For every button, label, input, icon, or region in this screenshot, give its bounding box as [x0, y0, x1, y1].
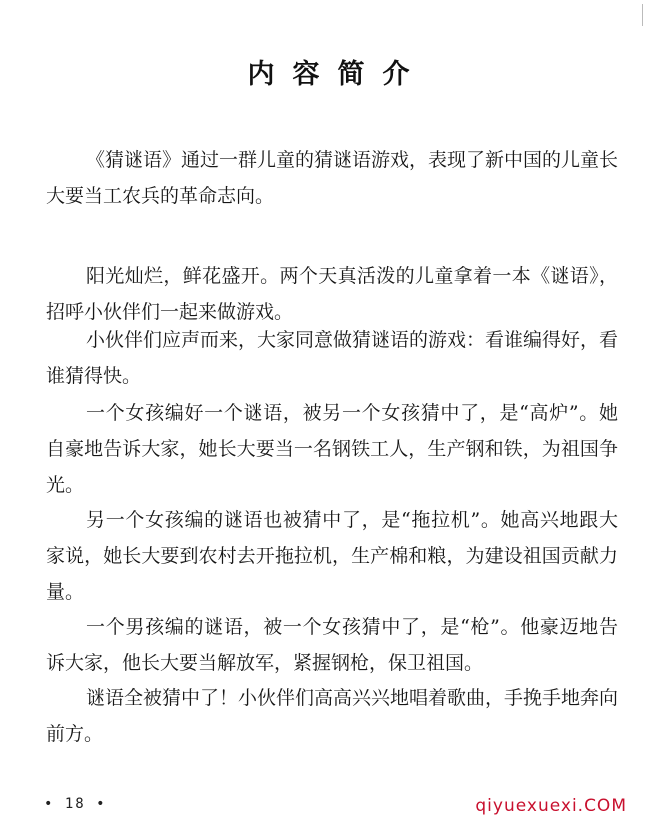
paragraph-4: 一个女孩编好一个谜语，被另一个女孩猜中了，是“高炉”。她自豪地告诉大家，她长大要当一名钢铁工人，生产钢和铁，为祖国争光。: [46, 402, 618, 496]
paragraph-2: 阳光灿烂，鲜花盛开。两个天真活泼的儿童拿着一本《谜语》，招呼小伙伴们一起来做游戏。: [46, 265, 618, 323]
site-watermark: qiyuexuexi.COM: [475, 796, 627, 816]
paragraph-1: 《猜谜语》通过一群儿童的猜谜语游戏，表现了新中国的儿童长大要当工农兵的革命志向。: [46, 149, 619, 207]
paragraph-7: 谜语全被猜中了！小伙伴们高高兴兴地唱着歌曲，手挽手地奔向前方。: [46, 687, 619, 745]
paragraph-6: 一个男孩编的谜语，被一个女孩猜中了，是“枪”。他豪迈地告诉大家，他长大要当解放军，紧握钢枪，保卫祖国。: [46, 616, 618, 674]
page-number: • 18 •: [44, 796, 107, 812]
paragraph-5: 另一个女孩编的谜语也被猜中了，是“拖拉机”。她高兴地跟大家说，她长大要到农村去开拖拉机，生产棉和粮，为建设祖国贡献力量。: [46, 509, 618, 603]
scan-edge-mark: [642, 4, 647, 26]
paragraph-3: 小伙伴们应声而来，大家同意做猜谜语的游戏：看谁编得好，看谁猜得快。: [46, 329, 619, 387]
page-title: 内容简介: [247, 59, 428, 90]
